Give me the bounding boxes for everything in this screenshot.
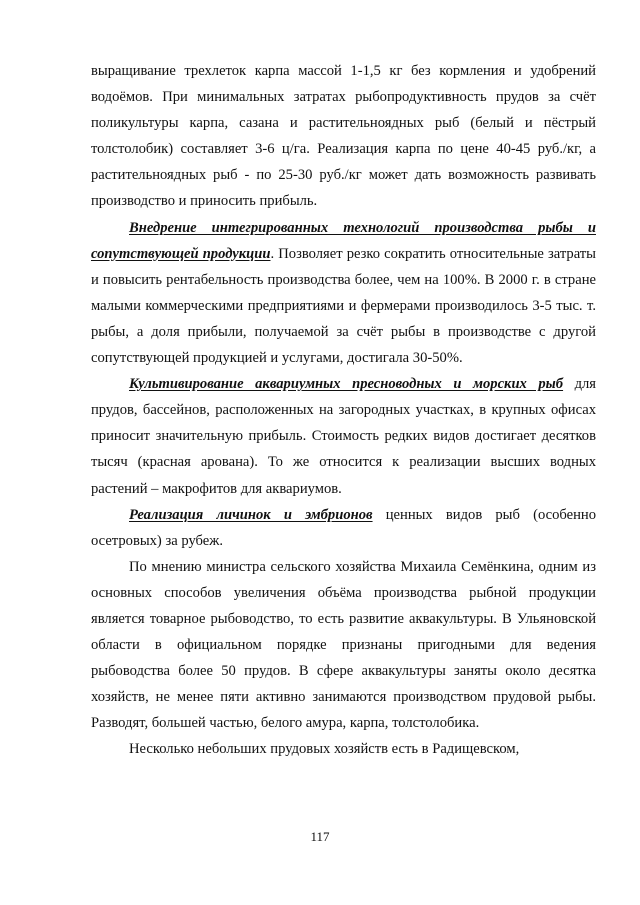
- paragraph-minister-opinion: По мнению министра сельского хозяйства Михаила Семёнкина, одним из основных способов увеличения объёма производства рыбной продукции является товарное рыбоводство, то есть развитие аквакультуры. В Ульяновской области в официальном порядке признаны пригодными для ведения рыбоводства более 50 прудов. В сфере аквакультуры заняты около десятка хозяйств, не менее пяти активно занимаются производством прудовой рыбы. Разводят, большей частью, белого амура, карпа, толстолобика.: [91, 558, 596, 732]
- paragraph-aquarium-fish: [91, 371, 596, 501]
- paragraph-larvae-export: [91, 502, 596, 554]
- paragraph-heading-larvae-export: Реализация личинок и эмбрионов: [129, 506, 373, 523]
- page-number: 117: [310, 829, 330, 844]
- paragraph-heading-integrated-technologies: Внедрение интегрированных технологий производства рыбы и сопутствующей продукции: [91, 219, 596, 262]
- paragraph-integrated-technologies: [91, 215, 596, 372]
- page-body: [91, 58, 596, 763]
- paragraph-text-integrated-technologies: . Позволяет резко сократить относительные затраты и повысить рентабельность производства более, чем на 100%. В 2000 г. в стране малыми коммерческими предприятиями и фермерами производилось 3-5 тыс. т. рыбы, а доля прибыли, получаемой за счёт рыбы в производстве с другой сопутствующей продукцией и услугами, достигала 30-50%.: [91, 245, 596, 367]
- paragraph-text-larvae-export: ценных видов рыб (особенно осетровых) за рубеж.: [91, 506, 597, 549]
- paragraph-carp-cultivation: выращивание трехлеток карпа массой 1-1,5 кг без кормления и удобрений водоёмов. При минимальных затратах рыбопродуктивность прудов за счёт поликультуры карпа, сазана и растительноядных рыб (белый и пёстрый толстолобик) составляет 3-6 ц/га. Реализация карпа по цене 40-45 руб./кг, а растительноядных рыб - по 25-30 руб./кг может дать возможность развивать производство и приносить прибыль.: [91, 63, 596, 210]
- paragraph-text-aquarium-fish: для прудов, бассейнов, расположенных на загородных участках, в крупных офисах приносит значительную прибыль. Стоимость редких видов достигает десятков тысяч (красная арована). То же относится к реализации высших водных растений – макрофитов для аквариумов.: [91, 376, 596, 497]
- paragraph-heading-aquarium-fish: Культивирование аквариумных пресноводных и морских рыб: [129, 376, 564, 393]
- paragraph-pond-farms: Несколько небольших прудовых хозяйств есть в Радищевском,: [129, 741, 520, 758]
